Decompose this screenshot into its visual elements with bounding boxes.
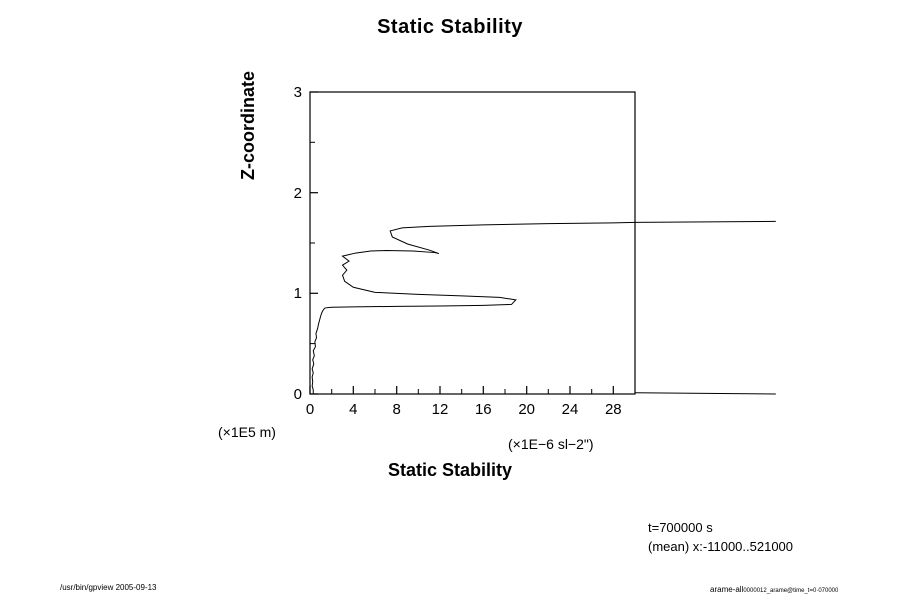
- page-title: Static Stability: [377, 16, 523, 38]
- x-axis-title: Static Stability: [387, 460, 513, 480]
- annotation-time: t=700000 s: [648, 520, 713, 535]
- x-tick-label-12: 12: [431, 401, 449, 418]
- x-tick-label-20: 20: [518, 401, 536, 418]
- plot-frame: [310, 92, 635, 394]
- annotation-mean-range: (mean) x:-11000..521000: [648, 539, 794, 554]
- x-tick-label-8: 8: [392, 401, 401, 418]
- y-tick-label-0: 0: [293, 386, 302, 403]
- data-series: [312, 221, 776, 394]
- right-extension-lower: [635, 393, 776, 394]
- x-tick-label-0: 0: [305, 401, 315, 418]
- x-axis-ticks: [306, 386, 635, 418]
- x-tick-label-16: 16: [474, 401, 492, 418]
- x-axis-units: (×1E−6 sl−2"): [508, 436, 594, 452]
- y-axis-title: Z-coordinate: [238, 70, 258, 180]
- y-axis-units: (×1E5 m): [218, 424, 276, 440]
- x-tick-label-24: 24: [561, 401, 579, 418]
- footer-right-label: arame-all: [710, 585, 744, 594]
- series-line-0: [312, 222, 635, 394]
- x-tick-label-4: 4: [349, 401, 358, 418]
- x-tick-label-28: 28: [604, 401, 622, 418]
- y-tick-label-1: 1: [293, 285, 302, 302]
- y-tick-label-3: 3: [293, 84, 302, 101]
- y-tick-label-2: 2: [293, 185, 302, 202]
- right-extension-upper: [635, 221, 776, 222]
- footer-right-detail: 0000012_arame@time_t=0·070000: [743, 588, 839, 594]
- footer-right-text: [710, 585, 838, 594]
- footer-left-text: /usr/bin/gpview 2005-09-13: [60, 583, 157, 592]
